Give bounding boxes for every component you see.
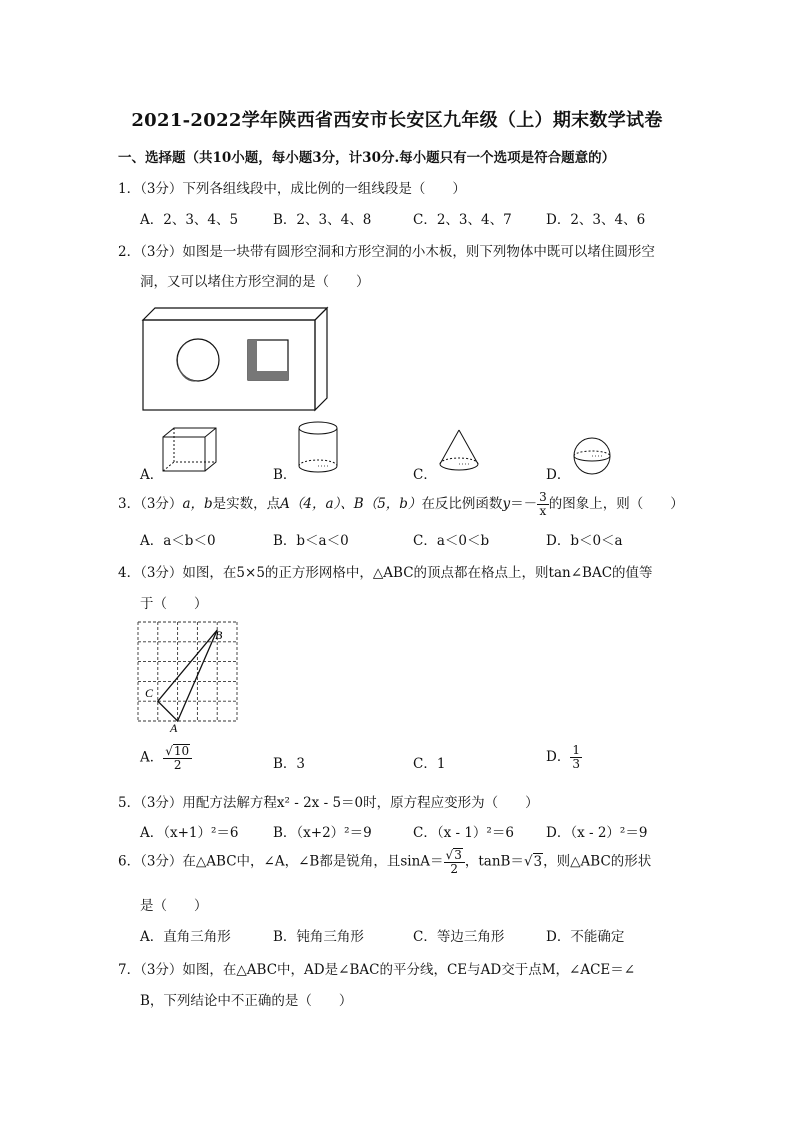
question-7-stem-line1: 7．（3分）如图，在△ABC中，AD是∠BAC的平分线，CE与AD交于点M，∠ACE＝∠: [118, 962, 636, 978]
q3-points: A（4，a）、B（5，b）: [280, 496, 422, 512]
page-title: 2021-2022学年陕西省西安市长安区九年级（上）期末数学试卷: [131, 110, 663, 131]
q4-option-a-fraction: [163, 744, 192, 772]
q2-option-a[interactable]: A．: [140, 467, 164, 483]
q1-option-c[interactable]: C．2、3、4、7: [413, 212, 512, 228]
q3-vars: a，b: [182, 496, 213, 512]
q5-option-b[interactable]: B．（x+2）²＝9: [273, 825, 372, 841]
q1-option-a[interactable]: A．2、3、4、5: [140, 212, 239, 228]
q5-option-c[interactable]: C．（x - 1）²＝6: [413, 825, 514, 841]
q5-option-d[interactable]: D．（x - 2）²＝9: [546, 825, 648, 841]
q1-option-d[interactable]: D．2、3、4、6: [546, 212, 646, 228]
label-c: C: [145, 686, 154, 700]
q6-fraction: [444, 848, 465, 876]
q2-option-d[interactable]: D．: [546, 467, 571, 483]
q3-text-3: 的图象上，则（ ）: [548, 496, 684, 512]
question-1-stem: 1．（3分）下列各组线段中，成比例的一组线段是（ ）: [118, 181, 466, 197]
q3-option-a[interactable]: A．a＜b＜0: [140, 533, 216, 549]
q4-option-c[interactable]: C．1: [413, 756, 446, 772]
q4-option-b[interactable]: B．3: [273, 756, 306, 772]
q3-frac-den: x: [539, 504, 547, 518]
q3-eq: ＝－: [510, 496, 538, 512]
question-5-stem: 5．（3分）用配方法解方程x² - 2x - 5＝0时，原方程应变形为（ ）: [118, 795, 539, 811]
q3-func-y: y: [502, 496, 511, 512]
question-4-stem-line1: 4．（3分）如图，在5×5的正方形网格中，△ABC的顶点都在格点上，则tan∠BAC的值等: [118, 565, 653, 581]
label-a: A: [170, 721, 178, 735]
cone-icon: [436, 428, 482, 474]
q4-option-d[interactable]: [546, 744, 582, 771]
q3-text-2: 在反比例函数: [421, 496, 503, 512]
question-4-stem-line2: 于（ ）: [140, 596, 208, 612]
q1-option-b[interactable]: B．2、3、4、8: [273, 212, 372, 228]
section-heading: 一、选择题（共10小题，每小题3分，计30分.每小题只有一个选项是符合题意的）: [118, 150, 616, 166]
q4-option-d-prefix: D．: [546, 749, 571, 765]
q6-option-d[interactable]: D．不能确定: [546, 929, 625, 945]
q6-text-2: ，tanB＝: [464, 853, 524, 870]
q3-option-d[interactable]: D．b＜0＜a: [546, 533, 623, 549]
q6-frac-num: √3: [444, 848, 465, 863]
sphere-icon: [570, 436, 614, 476]
q6-text-1: 6．（3分）在△ABC中，∠A，∠B都是锐角，且sinA＝: [118, 853, 444, 870]
q3-option-c[interactable]: C．a＜0＜b: [413, 533, 490, 549]
question-2-stem-line1: 2．（3分）如图是一块带有圆形空洞和方形空洞的小木板，则下列物体中既可以堵住圆形空: [118, 244, 655, 260]
q4-d-den: 3: [572, 757, 580, 771]
q3-text-1: 是实数，点: [212, 496, 281, 512]
q3-option-b[interactable]: B．b＜a＜0: [273, 533, 349, 549]
q4-d-num: 1: [572, 743, 580, 757]
q6-frac-den: 2: [450, 862, 459, 876]
wooden-board-figure: [140, 305, 330, 415]
question-2-stem-line2: 洞，又可以堵住方形空洞的是（ ）: [140, 274, 370, 290]
q5-option-a[interactable]: A．（x+1）²＝6: [140, 825, 239, 841]
grid-triangle-figure: [138, 622, 242, 734]
q3-frac-num: 3: [539, 490, 547, 504]
q2-option-b[interactable]: B．: [273, 467, 297, 483]
q4-a-sqrt: 10: [173, 744, 190, 758]
question-6-stem-line1: 6．（3分）在△ABC中，∠A，∠B都是锐角，且sinA＝ $\frac{√3}{2}$ ，tanB＝√3，则△ABC的形状: [118, 848, 652, 876]
question-6-stem-line2: 是（ ）: [140, 898, 208, 914]
question-7-stem-line2: B，下列结论中不正确的是（ ）: [140, 993, 353, 1009]
q4-option-a[interactable]: [140, 744, 192, 772]
q6-text-3: ，则△ABC的形状: [543, 853, 652, 870]
q6-sqrt-2: 3: [533, 853, 543, 870]
q6-option-a[interactable]: A．直角三角形: [140, 929, 231, 945]
q3-fraction: [537, 491, 549, 518]
q4-option-a-prefix: A．: [140, 749, 164, 766]
q3-prefix: 3．（3分）: [118, 496, 183, 512]
cylinder-icon: [295, 420, 341, 476]
label-b: B: [215, 628, 223, 642]
q6-option-b[interactable]: B．钝角三角形: [273, 929, 364, 945]
q6-option-c[interactable]: C．等边三角形: [413, 929, 505, 945]
q6-sqrt: 3: [454, 848, 462, 862]
triangle-abc: [158, 630, 217, 721]
q4-option-d-fraction: [570, 744, 582, 771]
q4-a-num: √10: [163, 744, 192, 759]
cube-icon: [160, 425, 220, 475]
question-3-stem: [118, 491, 684, 518]
q4-a-den: 2: [173, 758, 182, 772]
q2-option-c[interactable]: C．: [413, 467, 437, 483]
